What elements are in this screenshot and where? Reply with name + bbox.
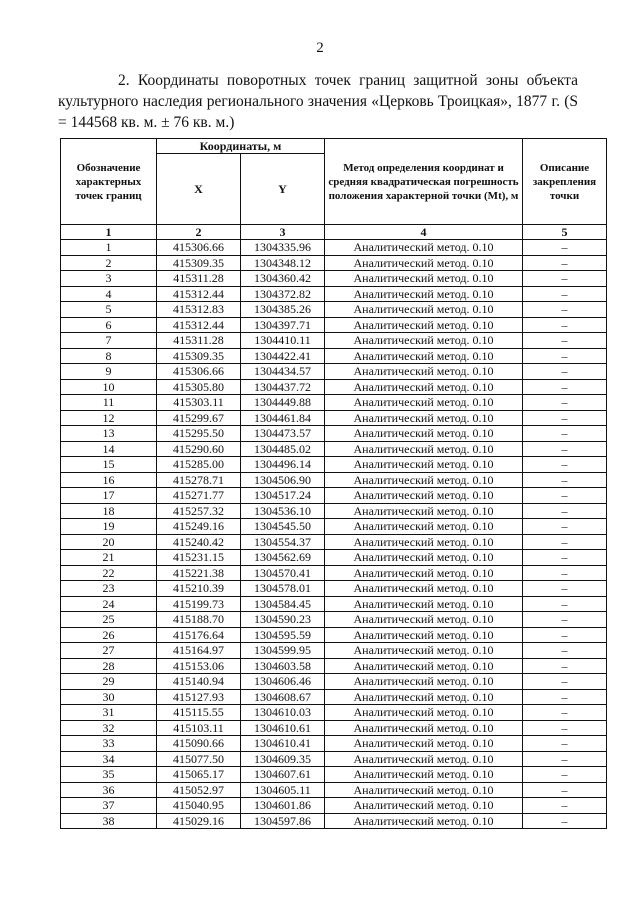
point-number-cell: 37 xyxy=(61,798,157,814)
point-number-cell: 38 xyxy=(61,813,157,829)
method-cell: Аналитический метод. 0.10 xyxy=(325,503,523,519)
x-coordinate-cell: 415290.60 xyxy=(157,441,241,457)
description-cell: – xyxy=(523,596,607,612)
header-method: Метод определения координат и средняя квадратическая погрешность положения характерной точки (Mt), м xyxy=(325,139,523,225)
y-coordinate-cell: 1304554.37 xyxy=(241,534,325,550)
method-cell: Аналитический метод. 0.10 xyxy=(325,612,523,628)
description-cell: – xyxy=(523,410,607,426)
coordinates-table xyxy=(60,138,607,829)
description-cell: – xyxy=(523,674,607,690)
description-cell: – xyxy=(523,534,607,550)
y-coordinate-cell: 1304610.41 xyxy=(241,736,325,752)
method-cell: Аналитический метод. 0.10 xyxy=(325,519,523,535)
table-row xyxy=(61,286,607,302)
header-description: Описание закрепления точки xyxy=(523,139,607,225)
table-row xyxy=(61,782,607,798)
point-number-cell: 2 xyxy=(61,255,157,271)
y-coordinate-cell: 1304599.95 xyxy=(241,643,325,659)
point-number-cell: 1 xyxy=(61,240,157,256)
x-coordinate-cell: 415153.06 xyxy=(157,658,241,674)
x-coordinate-cell: 415231.15 xyxy=(157,550,241,566)
table-row xyxy=(61,457,607,473)
description-cell: – xyxy=(523,705,607,721)
description-cell: – xyxy=(523,519,607,535)
x-coordinate-cell: 415312.44 xyxy=(157,286,241,302)
description-cell: – xyxy=(523,488,607,504)
table-row xyxy=(61,658,607,674)
description-cell: – xyxy=(523,658,607,674)
point-number-cell: 18 xyxy=(61,503,157,519)
point-number-cell: 16 xyxy=(61,472,157,488)
table-row xyxy=(61,426,607,442)
y-coordinate-cell: 1304601.86 xyxy=(241,798,325,814)
point-number-cell: 28 xyxy=(61,658,157,674)
method-cell: Аналитический метод. 0.10 xyxy=(325,302,523,318)
y-coordinate-cell: 1304584.45 xyxy=(241,596,325,612)
x-coordinate-cell: 415210.39 xyxy=(157,581,241,597)
x-coordinate-cell: 415278.71 xyxy=(157,472,241,488)
method-cell: Аналитический метод. 0.10 xyxy=(325,364,523,380)
x-coordinate-cell: 415065.17 xyxy=(157,767,241,783)
point-number-cell: 21 xyxy=(61,550,157,566)
point-number-cell: 36 xyxy=(61,782,157,798)
column-number: 2 xyxy=(157,225,241,240)
header-point-label: Обозначение характерных точек границ xyxy=(61,139,157,225)
method-cell: Аналитический метод. 0.10 xyxy=(325,255,523,271)
table-row xyxy=(61,395,607,411)
y-coordinate-cell: 1304609.35 xyxy=(241,751,325,767)
description-cell: – xyxy=(523,627,607,643)
method-cell: Аналитический метод. 0.10 xyxy=(325,286,523,302)
method-cell: Аналитический метод. 0.10 xyxy=(325,736,523,752)
x-coordinate-cell: 415240.42 xyxy=(157,534,241,550)
table-row xyxy=(61,612,607,628)
table-row xyxy=(61,643,607,659)
method-cell: Аналитический метод. 0.10 xyxy=(325,689,523,705)
table-row xyxy=(61,503,607,519)
x-coordinate-cell: 415305.80 xyxy=(157,379,241,395)
description-cell: – xyxy=(523,798,607,814)
table-row xyxy=(61,674,607,690)
point-number-cell: 32 xyxy=(61,720,157,736)
table-row xyxy=(61,720,607,736)
method-cell: Аналитический метод. 0.10 xyxy=(325,240,523,256)
y-coordinate-cell: 1304606.46 xyxy=(241,674,325,690)
table-row xyxy=(61,472,607,488)
y-coordinate-cell: 1304603.58 xyxy=(241,658,325,674)
method-cell: Аналитический метод. 0.10 xyxy=(325,426,523,442)
description-cell: – xyxy=(523,302,607,318)
x-coordinate-cell: 415127.93 xyxy=(157,689,241,705)
x-coordinate-cell: 415040.95 xyxy=(157,798,241,814)
description-cell: – xyxy=(523,379,607,395)
x-coordinate-cell: 415176.64 xyxy=(157,627,241,643)
point-number-cell: 4 xyxy=(61,286,157,302)
point-number-cell: 30 xyxy=(61,689,157,705)
point-number-cell: 5 xyxy=(61,302,157,318)
y-coordinate-cell: 1304385.26 xyxy=(241,302,325,318)
x-coordinate-cell: 415306.66 xyxy=(157,364,241,380)
x-coordinate-cell: 415299.67 xyxy=(157,410,241,426)
table-row xyxy=(61,751,607,767)
x-coordinate-cell: 415115.55 xyxy=(157,705,241,721)
x-coordinate-cell: 415140.94 xyxy=(157,674,241,690)
point-number-cell: 15 xyxy=(61,457,157,473)
description-cell: – xyxy=(523,472,607,488)
description-cell: – xyxy=(523,720,607,736)
method-cell: Аналитический метод. 0.10 xyxy=(325,813,523,829)
x-coordinate-cell: 415052.97 xyxy=(157,782,241,798)
point-number-cell: 24 xyxy=(61,596,157,612)
x-coordinate-cell: 415309.35 xyxy=(157,255,241,271)
table-row xyxy=(61,240,607,256)
table-row xyxy=(61,534,607,550)
y-coordinate-cell: 1304610.03 xyxy=(241,705,325,721)
method-cell: Аналитический метод. 0.10 xyxy=(325,751,523,767)
method-cell: Аналитический метод. 0.10 xyxy=(325,271,523,287)
method-cell: Аналитический метод. 0.10 xyxy=(325,472,523,488)
x-coordinate-cell: 415249.16 xyxy=(157,519,241,535)
column-number: 5 xyxy=(523,225,607,240)
y-coordinate-cell: 1304473.57 xyxy=(241,426,325,442)
point-number-cell: 6 xyxy=(61,317,157,333)
y-coordinate-cell: 1304449.88 xyxy=(241,395,325,411)
column-number: 1 xyxy=(61,225,157,240)
description-cell: – xyxy=(523,395,607,411)
table-row xyxy=(61,627,607,643)
point-number-cell: 12 xyxy=(61,410,157,426)
x-coordinate-cell: 415103.11 xyxy=(157,720,241,736)
section-heading: 2. Координаты поворотных точек границ защитной зоны объекта культурного наследия регионального значения «Церковь Троицкая», 1877 г. (S = 144568 кв. м. ± 76 кв. м.) xyxy=(58,72,578,131)
header-y: Y xyxy=(241,154,325,225)
table-row xyxy=(61,581,607,597)
x-coordinate-cell: 415271.77 xyxy=(157,488,241,504)
table-row xyxy=(61,767,607,783)
table-row xyxy=(61,255,607,271)
point-number-cell: 33 xyxy=(61,736,157,752)
method-cell: Аналитический метод. 0.10 xyxy=(325,441,523,457)
description-cell: – xyxy=(523,426,607,442)
y-coordinate-cell: 1304608.67 xyxy=(241,689,325,705)
point-number-cell: 22 xyxy=(61,565,157,581)
description-cell: – xyxy=(523,271,607,287)
x-coordinate-cell: 415029.16 xyxy=(157,813,241,829)
header-coordinates: Координаты, м xyxy=(157,139,325,154)
method-cell: Аналитический метод. 0.10 xyxy=(325,705,523,721)
point-number-cell: 13 xyxy=(61,426,157,442)
point-number-cell: 23 xyxy=(61,581,157,597)
header-x: X xyxy=(157,154,241,225)
point-number-cell: 7 xyxy=(61,333,157,349)
y-coordinate-cell: 1304605.11 xyxy=(241,782,325,798)
x-coordinate-cell: 415257.32 xyxy=(157,503,241,519)
x-coordinate-cell: 415306.66 xyxy=(157,240,241,256)
x-coordinate-cell: 415312.44 xyxy=(157,317,241,333)
point-number-cell: 17 xyxy=(61,488,157,504)
table-row xyxy=(61,317,607,333)
y-coordinate-cell: 1304496.14 xyxy=(241,457,325,473)
y-coordinate-cell: 1304372.82 xyxy=(241,286,325,302)
point-number-cell: 27 xyxy=(61,643,157,659)
method-cell: Аналитический метод. 0.10 xyxy=(325,534,523,550)
method-cell: Аналитический метод. 0.10 xyxy=(325,379,523,395)
y-coordinate-cell: 1304517.24 xyxy=(241,488,325,504)
method-cell: Аналитический метод. 0.10 xyxy=(325,674,523,690)
method-cell: Аналитический метод. 0.10 xyxy=(325,488,523,504)
point-number-cell: 25 xyxy=(61,612,157,628)
table-row xyxy=(61,441,607,457)
description-cell: – xyxy=(523,286,607,302)
page-number: 2 xyxy=(316,40,324,56)
point-number-cell: 8 xyxy=(61,348,157,364)
description-cell: – xyxy=(523,813,607,829)
x-coordinate-cell: 415311.28 xyxy=(157,271,241,287)
description-cell: – xyxy=(523,767,607,783)
method-cell: Аналитический метод. 0.10 xyxy=(325,333,523,349)
table-row xyxy=(61,798,607,814)
x-coordinate-cell: 415164.97 xyxy=(157,643,241,659)
table-row xyxy=(61,550,607,566)
y-coordinate-cell: 1304545.50 xyxy=(241,519,325,535)
method-cell: Аналитический метод. 0.10 xyxy=(325,643,523,659)
point-number-cell: 34 xyxy=(61,751,157,767)
table-row xyxy=(61,379,607,395)
y-coordinate-cell: 1304597.86 xyxy=(241,813,325,829)
description-cell: – xyxy=(523,581,607,597)
x-coordinate-cell: 415090.66 xyxy=(157,736,241,752)
y-coordinate-cell: 1304506.90 xyxy=(241,472,325,488)
point-number-cell: 31 xyxy=(61,705,157,721)
table-row xyxy=(61,348,607,364)
method-cell: Аналитический метод. 0.10 xyxy=(325,658,523,674)
description-cell: – xyxy=(523,736,607,752)
y-coordinate-cell: 1304397.71 xyxy=(241,317,325,333)
description-cell: – xyxy=(523,457,607,473)
table-row xyxy=(61,519,607,535)
method-cell: Аналитический метод. 0.10 xyxy=(325,565,523,581)
table-row xyxy=(61,410,607,426)
method-cell: Аналитический метод. 0.10 xyxy=(325,581,523,597)
method-cell: Аналитический метод. 0.10 xyxy=(325,767,523,783)
x-coordinate-cell: 415312.83 xyxy=(157,302,241,318)
table-body xyxy=(61,240,607,829)
table-row xyxy=(61,488,607,504)
table-row xyxy=(61,705,607,721)
x-coordinate-cell: 415077.50 xyxy=(157,751,241,767)
description-cell: – xyxy=(523,503,607,519)
y-coordinate-cell: 1304335.96 xyxy=(241,240,325,256)
point-number-cell: 19 xyxy=(61,519,157,535)
point-number-cell: 9 xyxy=(61,364,157,380)
y-coordinate-cell: 1304434.57 xyxy=(241,364,325,380)
description-cell: – xyxy=(523,317,607,333)
y-coordinate-cell: 1304595.59 xyxy=(241,627,325,643)
y-coordinate-cell: 1304461.84 xyxy=(241,410,325,426)
x-coordinate-cell: 415309.35 xyxy=(157,348,241,364)
y-coordinate-cell: 1304410.11 xyxy=(241,333,325,349)
column-number: 4 xyxy=(325,225,523,240)
table-row xyxy=(61,565,607,581)
method-cell: Аналитический метод. 0.10 xyxy=(325,782,523,798)
description-cell: – xyxy=(523,689,607,705)
point-number-cell: 3 xyxy=(61,271,157,287)
method-cell: Аналитический метод. 0.10 xyxy=(325,798,523,814)
description-cell: – xyxy=(523,364,607,380)
method-cell: Аналитический метод. 0.10 xyxy=(325,627,523,643)
description-cell: – xyxy=(523,441,607,457)
y-coordinate-cell: 1304422.41 xyxy=(241,348,325,364)
point-number-cell: 10 xyxy=(61,379,157,395)
description-cell: – xyxy=(523,348,607,364)
x-coordinate-cell: 415285.00 xyxy=(157,457,241,473)
point-number-cell: 20 xyxy=(61,534,157,550)
method-cell: Аналитический метод. 0.10 xyxy=(325,720,523,736)
x-coordinate-cell: 415188.70 xyxy=(157,612,241,628)
method-cell: Аналитический метод. 0.10 xyxy=(325,395,523,411)
description-cell: – xyxy=(523,550,607,566)
x-coordinate-cell: 415311.28 xyxy=(157,333,241,349)
description-cell: – xyxy=(523,255,607,271)
x-coordinate-cell: 415221.38 xyxy=(157,565,241,581)
method-cell: Аналитический метод. 0.10 xyxy=(325,550,523,566)
point-number-cell: 29 xyxy=(61,674,157,690)
description-cell: – xyxy=(523,751,607,767)
description-cell: – xyxy=(523,565,607,581)
y-coordinate-cell: 1304437.72 xyxy=(241,379,325,395)
method-cell: Аналитический метод. 0.10 xyxy=(325,596,523,612)
description-cell: – xyxy=(523,333,607,349)
y-coordinate-cell: 1304562.69 xyxy=(241,550,325,566)
y-coordinate-cell: 1304348.12 xyxy=(241,255,325,271)
x-coordinate-cell: 415295.50 xyxy=(157,426,241,442)
y-coordinate-cell: 1304536.10 xyxy=(241,503,325,519)
table-row xyxy=(61,271,607,287)
y-coordinate-cell: 1304610.61 xyxy=(241,720,325,736)
description-cell: – xyxy=(523,643,607,659)
table-row xyxy=(61,736,607,752)
column-number: 3 xyxy=(241,225,325,240)
column-number-row xyxy=(61,225,607,240)
description-cell: – xyxy=(523,782,607,798)
x-coordinate-cell: 415199.73 xyxy=(157,596,241,612)
table-row xyxy=(61,333,607,349)
point-number-cell: 11 xyxy=(61,395,157,411)
y-coordinate-cell: 1304570.41 xyxy=(241,565,325,581)
point-number-cell: 14 xyxy=(61,441,157,457)
x-coordinate-cell: 415303.11 xyxy=(157,395,241,411)
table-row xyxy=(61,813,607,829)
y-coordinate-cell: 1304360.42 xyxy=(241,271,325,287)
table-row xyxy=(61,302,607,318)
y-coordinate-cell: 1304578.01 xyxy=(241,581,325,597)
point-number-cell: 26 xyxy=(61,627,157,643)
table-row xyxy=(61,364,607,380)
method-cell: Аналитический метод. 0.10 xyxy=(325,410,523,426)
method-cell: Аналитический метод. 0.10 xyxy=(325,457,523,473)
y-coordinate-cell: 1304485.02 xyxy=(241,441,325,457)
table-row xyxy=(61,689,607,705)
point-number-cell: 35 xyxy=(61,767,157,783)
y-coordinate-cell: 1304590.23 xyxy=(241,612,325,628)
y-coordinate-cell: 1304607.61 xyxy=(241,767,325,783)
method-cell: Аналитический метод. 0.10 xyxy=(325,348,523,364)
description-cell: – xyxy=(523,612,607,628)
method-cell: Аналитический метод. 0.10 xyxy=(325,317,523,333)
table-row xyxy=(61,596,607,612)
description-cell: – xyxy=(523,240,607,256)
